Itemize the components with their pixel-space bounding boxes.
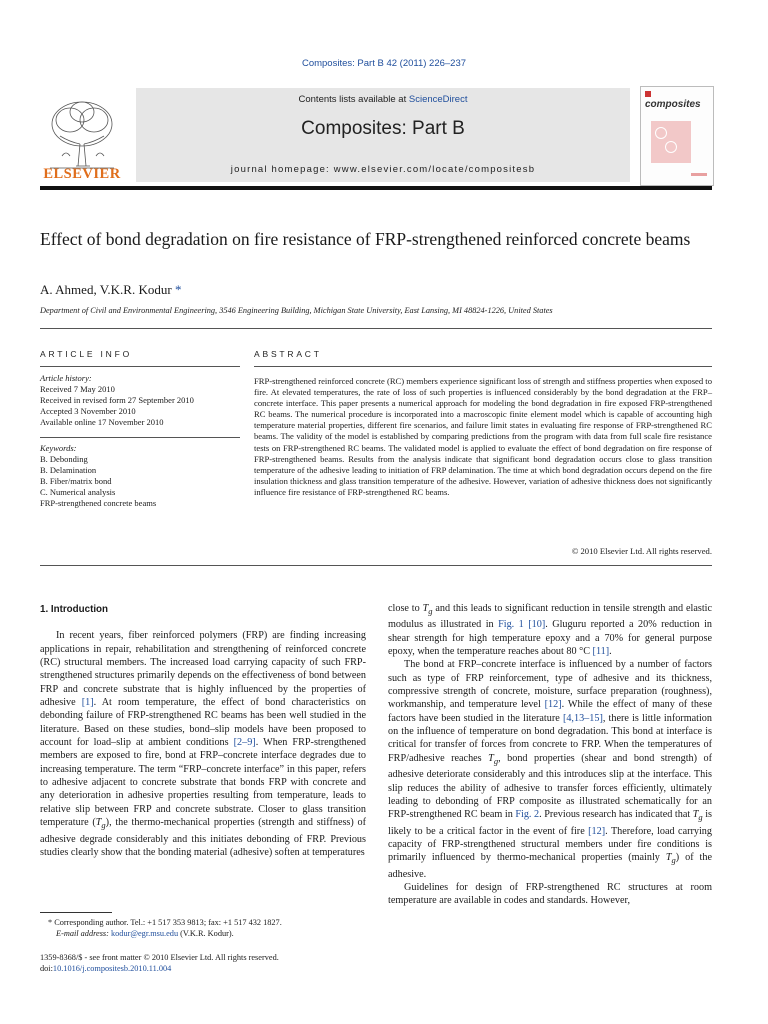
abstract-text: FRP-strengthened reinforced concrete (RC) members experience significant loss of strength and stiffness properties when exposed to fire. At elevated temperatures, the rate of loss of such properties is influenced considerably by the bond degradation at the FRP–concrete interface. This paper presents a numerical approach for modeling the bond degradation in fire exposed FRP-strengthened RC beams. The numerical procedure is incorporated into a macroscopic finite element model which is capable of accounting high temperature material properties, different fire scenarios, and failure limit states in evaluating fire response of FRP-strengthened RC beams. The validity of the model is established by comparing predictions from the program with data from full scale fire resistance tests on FRP-strengthened RC beams. The validated model is applied to evaluate the effect of bond degradation on fire response of FRP-strengthened beams. Results from the analysis indicate that significant bond degradation occurs close to glass transition temperature of the adhesive leading to initiation of FRP delamination. The time at which bond degradation occurs depend on the fire insulation thickness and glass transition temperature of the adhesive. However, variation of adhesive thickness does not significantly influence fire resistance of FRP-strengthened RC beams. xyxy=(254,376,712,497)
history-revised: Received in revised form 27 September 2010 xyxy=(40,395,194,405)
tg-symbol xyxy=(488,753,498,764)
email-suffix: (V.K.R. Kodur). xyxy=(178,929,234,938)
keywords-label: Keywords: xyxy=(40,443,77,453)
journal-citation[interactable]: Composites: Part B 42 (2011) 226–237 xyxy=(301,58,467,69)
tg-main: T xyxy=(95,817,102,829)
email-line xyxy=(40,928,370,939)
contents-prefix: Contents lists available at xyxy=(298,94,409,105)
keyword: B. Fiber/matrix bond xyxy=(40,476,112,486)
reference-link[interactable]: [1] xyxy=(81,697,94,709)
author-email-link[interactable]: kodur@egr.msu.edu xyxy=(111,929,179,938)
abstract-heading: ABSTRACT xyxy=(254,349,322,359)
footnote-rule xyxy=(40,912,112,913)
corresponding-author-note: * Corresponding author. Tel.: +1 517 353 9813; fax: +1 517 432 1827. xyxy=(48,918,282,927)
right-column xyxy=(388,602,712,908)
text-run: ) of the adhesive. xyxy=(388,852,712,880)
email-label: E-mail address: xyxy=(56,929,111,938)
author-names: A. Ahmed, V.K.R. Kodur xyxy=(40,282,172,297)
abstract-rule xyxy=(254,366,712,367)
text-run: , bond properties (shear and bond strength) of adhesive deteriorate considerably and this introduces slip at the interface. This slip reduces the ability of adhesive to transfer forces efficiently, ultimately leading to debonding of FRP composite as illustrated schematically for an FRP-strengthened RC beam in xyxy=(388,752,713,821)
tg-main: T xyxy=(692,809,699,821)
section-heading-introduction: 1. Introduction xyxy=(40,604,109,615)
journal-title: Composites: Part B xyxy=(301,118,465,139)
reference-link[interactable]: [12] xyxy=(544,699,562,711)
title-rule xyxy=(40,328,712,329)
tg-sub: g xyxy=(698,812,703,823)
doi-line xyxy=(40,963,370,974)
history-received: Received 7 May 2010 xyxy=(40,384,115,394)
cover-title: composites xyxy=(645,99,701,110)
keyword: B. Delamination xyxy=(40,465,97,475)
tg-main: T xyxy=(665,852,672,864)
article-title: Effect of bond degradation on fire resistance of FRP-strengthened reinforced concrete beams xyxy=(40,229,691,249)
text-run: close to xyxy=(388,603,423,614)
text-run: . At room temperature, the effect of bond characteristics on debonding failure of FRP-strengthened RC beams has been well studied in the literature. Based on these studies, bond–slip models have been proposed to account for load–slip at ambient conditions xyxy=(40,697,366,749)
tg-sub: g xyxy=(493,755,499,766)
header-rule xyxy=(40,186,712,190)
keyword: B. Debonding xyxy=(40,454,88,464)
text-run: is likely to be a critical factor in the event of fire xyxy=(388,809,712,837)
doi-label: doi: xyxy=(40,964,53,973)
intro-paragraph-2 xyxy=(388,658,712,881)
article-history xyxy=(40,373,240,428)
keyword: FRP-strengthened concrete beams xyxy=(40,498,157,508)
intro-paragraph-3: Guidelines for design of FRP-strengthened RC structures at room temperature are available in codes and standards. However, xyxy=(388,882,712,907)
cover-image-icon xyxy=(651,121,691,163)
sciencedirect-link[interactable]: ScienceDirect xyxy=(408,94,468,105)
abstract-copyright: © 2010 Elsevier Ltd. All rights reserved. xyxy=(571,546,712,556)
left-column xyxy=(40,603,366,859)
contents-line xyxy=(136,94,630,105)
article-info-heading: ARTICLE INFO xyxy=(40,349,133,359)
text-run: . xyxy=(609,646,612,658)
keywords-list xyxy=(40,443,240,509)
tg-sub: g xyxy=(671,855,676,866)
cover-footer-mark-icon xyxy=(691,173,707,176)
journal-cover-thumbnail xyxy=(640,86,714,186)
tg-sub: g xyxy=(428,606,433,617)
issn-block xyxy=(40,952,370,974)
corresponding-author-mark[interactable]: * xyxy=(174,282,182,297)
keywords-rule xyxy=(40,437,240,438)
issn-line: 1359-8368/$ - see front matter © 2010 Elsevier Ltd. All rights reserved. xyxy=(40,953,279,962)
intro-paragraph-1 xyxy=(40,629,366,859)
reference-link[interactable]: [11] xyxy=(592,646,610,658)
text-run: . Therefore, load carrying capacity of FRP-strengthened structural members under fire conditions is primarily influenced by thermo-mechanical properties (mainly xyxy=(388,825,712,864)
author-affiliation: Department of Civil and Environmental Engineering, 3546 Engineering Building, Michigan State University, East Lansing, MI 48824-1226, United States xyxy=(40,306,553,315)
abstract-bottom-rule xyxy=(40,565,712,566)
footnote-block xyxy=(40,917,370,939)
text-run: , there is little information on the influence of temperature on bond degradation. This bond at interface is critical for transfer of forces from concrete to FRP. When the temperatures of FRP/adhesive reaches xyxy=(388,712,712,764)
tg-main: T xyxy=(488,752,494,764)
article-info-rule xyxy=(40,366,240,367)
intro-paragraph-continued xyxy=(388,602,712,658)
reference-link[interactable]: [12] xyxy=(588,825,606,837)
article-authors xyxy=(40,282,181,298)
text-run: ), the thermo-mechanical properties (strength and stiffness) of adhesive degrade considerably and this initiates debonding of FRP. Previous studies clearly show that the bonding material (adhesive) soften at temperatures xyxy=(40,817,366,858)
history-accepted: Accepted 3 November 2010 xyxy=(40,406,136,416)
text-run: . Gluguru reported a 20% reduction in shear strength for high temperature epoxy and a 70% for general purpose epoxy, when the temperature reaches about 80 °C xyxy=(388,619,713,658)
text-run: In recent years, fiber reinforced polymers (FRP) are finding increasing applications in repair, rehabilitation and strengthening of reinforced concrete (RC) structural members. The increased load carrying capacity of such FRP-strengthened structures primarily depends on the effectiveness of bond between FRP and concrete substrate that is highly influenced by the properties of adhesive xyxy=(40,630,366,709)
text-run: . When FRP-strengthened members are exposed to fire, bond at FRP–concrete interface degrades due to increasing temperature. The term “FRP–concrete interface” in this paper, refers to adhesive adjacent to concrete substrate that bonds FRP with concrete and any deterioration in adhesive properties resulting from temperature, leads to relative slip between FRP and concrete substrate. Closer to glass transition temperature ( xyxy=(40,737,366,829)
elsevier-logo-text: ELSEVIER xyxy=(43,166,121,182)
text-run: and this leads to significant reduction in tensile strength and elastic modulus as illustrated in xyxy=(388,603,712,631)
reference-link[interactable]: [10] xyxy=(528,619,546,631)
history-label: Article history: xyxy=(40,373,92,383)
cover-mark-icon xyxy=(645,91,651,97)
tg-symbol xyxy=(422,603,433,617)
keyword: C. Numerical analysis xyxy=(40,487,116,497)
text-run: . Previous research has indicated that xyxy=(539,809,693,821)
tg-symbol xyxy=(692,809,703,823)
doi-link[interactable]: 10.1016/j.compositesb.2010.11.004 xyxy=(52,964,172,973)
tg-sub: g xyxy=(101,820,106,831)
figure-link[interactable]: Fig. 1 xyxy=(498,619,524,631)
reference-link[interactable]: [4,13–15] xyxy=(562,712,603,724)
reference-link[interactable]: [2–9] xyxy=(233,737,256,749)
journal-homepage[interactable]: journal homepage: www.elsevier.com/locate/compositesb xyxy=(230,164,536,175)
tg-main: T xyxy=(422,603,429,614)
figure-link[interactable]: Fig. 2 xyxy=(515,809,540,821)
tg-symbol xyxy=(665,852,676,866)
tg-symbol xyxy=(95,817,106,831)
history-online: Available online 17 November 2010 xyxy=(40,417,164,427)
text-run: . While the effect of many of these factors have been studied in the literature xyxy=(388,699,712,724)
text-run: The bond at FRP–concrete interface is influenced by a number of factors such as type of FRP reinforcement, type of adhesive and its thickness, compressive strength of concrete, moisture, surface preparation (roughness), workmanship, and temperature level xyxy=(388,659,712,711)
